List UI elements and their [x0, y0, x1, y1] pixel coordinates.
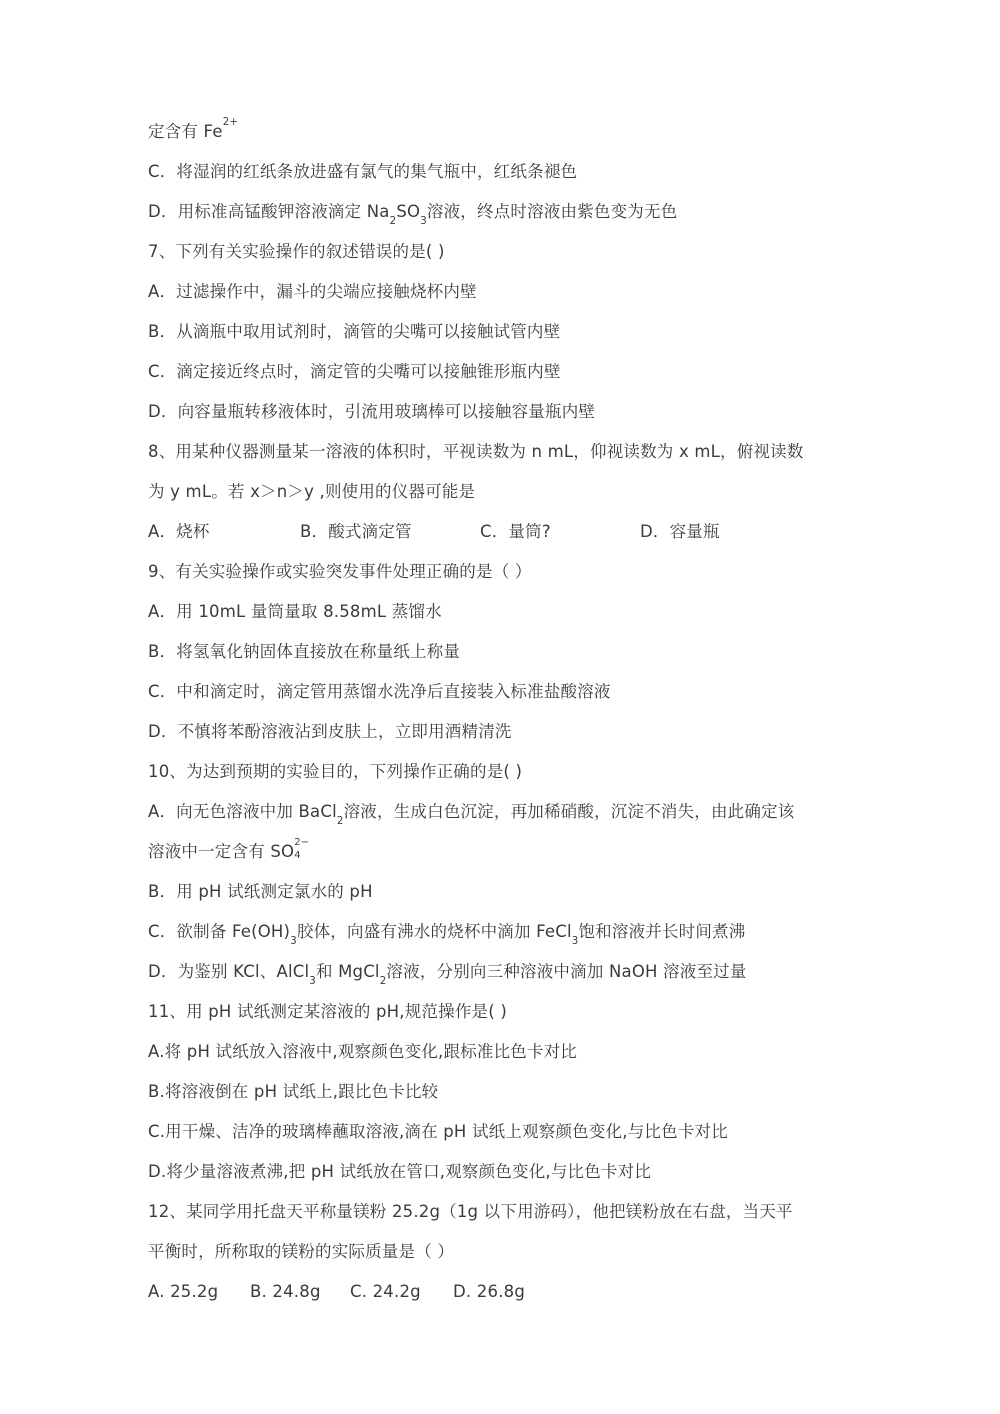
option-line: D.将少量溶液煮沸,把 pH 试纸放在管口,观察颜色变化,与比色卡对比 [148, 1162, 652, 1181]
option-line [148, 912, 862, 952]
option-line: B.将溶液倒在 pH 试纸上,跟比色卡比较 [148, 1082, 439, 1101]
option-inline-d: D. 26.8g [453, 1282, 526, 1301]
question-stem-8-cont: 为 y mL。若 x＞n＞y ,则使用的仪器可能是 [148, 482, 476, 501]
option-line: A.将 pH 试纸放入溶液中,观察颜色变化,跟标准比色卡对比 [148, 1042, 578, 1061]
option-text: D．用标准高锰酸钾溶液滴定 Na [148, 202, 390, 221]
option-line: B．用 pH 试纸测定氯水的 pH [148, 882, 373, 901]
option-inline-b: B. 24.8g [250, 1282, 321, 1301]
formula-subscript: 2 [379, 976, 387, 988]
option-line: A．过滤操作中，漏斗的尖端应接触烧杯内壁 [148, 282, 477, 301]
ion-count: 4 [294, 849, 301, 861]
option-inline-c: C. 24.2g [350, 1282, 421, 1301]
option-line: C.用干燥、洁净的玻璃棒蘸取溶液,滴在 pH 试纸上观察颜色变化,与比色卡对比 [148, 1122, 728, 1141]
option-inline-c: C．量筒? [480, 522, 551, 541]
document-body [148, 112, 862, 1312]
carryover-line [148, 112, 862, 152]
option-line: D．向容量瓶转移液体时，引流用玻璃棒可以接触容量瓶内壁 [148, 402, 596, 421]
inline-options-8 [148, 512, 862, 552]
option-text: 溶液，终点时溶液由紫色变为无色 [426, 202, 678, 221]
option-text: A．向无色溶液中加 BaCl [148, 802, 337, 821]
option-text: SO [396, 202, 421, 221]
option-text: D．为鉴别 KCl、AlCl [148, 962, 310, 981]
formula-subscript: 2 [336, 816, 344, 828]
option-text: 溶液，生成白色沉淀，再加稀硝酸，沉淀不消失，由此确定该 [343, 802, 795, 821]
question-stem-12: 12、某同学用托盘天平称量镁粉 25.2g（1g 以下用游码），他把镁粉放在右盘，当天平 [148, 1202, 793, 1221]
formula-subscript: 3 [290, 936, 297, 948]
formula-subscript: 3 [420, 216, 427, 228]
option-inline-a: A．烧杯 [148, 522, 210, 541]
option-text: 溶液中一定含有 SO [148, 842, 295, 861]
option-line: C．将湿润的红纸条放进盛有氯气的集气瓶中，红纸条褪色 [148, 162, 578, 181]
option-text: 饱和溶液并长时间煮沸 [578, 922, 746, 941]
carryover-superscript: 2+ [222, 117, 239, 129]
question-stem-8: 8、用某种仪器测量某一溶液的体积时，平视读数为 n mL，仰视读数为 x mL，俯视读数 [148, 442, 804, 461]
option-line: B．从滴瓶中取用试剂时，滴管的尖嘴可以接触试管内壁 [148, 322, 561, 341]
option-text: 溶液，分别向三种溶液中滴加 NaOH 溶液至过量 [386, 962, 747, 981]
option-line: A．用 10mL 量筒量取 8.58mL 蒸馏水 [148, 602, 442, 621]
question-stem-12-cont: 平衡时，所称取的镁粉的实际质量是（ ） [148, 1242, 455, 1261]
option-line [148, 952, 862, 992]
carryover-text: 定含有 Fe [148, 122, 223, 141]
option-line: B．将氢氧化钠固体直接放在称量纸上称量 [148, 642, 461, 661]
option-line: C．滴定接近终点时，滴定管的尖嘴可以接触锥形瓶内壁 [148, 362, 561, 381]
question-stem-9: 9、有关实验操作或实验突发事件处理正确的是（ ） [148, 562, 532, 581]
option-text: 胶体，向盛有沸水的烧杯中滴加 FeCl [296, 922, 572, 941]
sulfate-ion-charge [294, 836, 310, 861]
option-text: 和 MgCl [315, 962, 380, 981]
option-line-cont [148, 832, 862, 872]
option-inline-d: D．容量瓶 [640, 522, 720, 541]
option-line [148, 792, 862, 832]
option-inline-b: B．酸式滴定管 [300, 522, 412, 541]
ion-charge: 2− [294, 836, 310, 848]
question-stem-10: 10、为达到预期的实验目的，下列操作正确的是( ) [148, 762, 523, 781]
option-inline-a: A. 25.2g [148, 1282, 219, 1301]
formula-subscript: 3 [309, 976, 316, 988]
formula-subscript: 3 [571, 936, 579, 948]
option-text: C．欲制备 Fe(OH) [148, 922, 291, 941]
formula-subscript: 2 [389, 216, 397, 228]
option-line: C．中和滴定时，滴定管用蒸馏水洗净后直接装入标准盐酸溶液 [148, 682, 611, 701]
question-stem-11: 11、用 pH 试纸测定某溶液的 pH,规范操作是( ) [148, 1002, 507, 1021]
question-stem-7: 7、下列有关实验操作的叙述错误的是( ) [148, 242, 445, 261]
inline-options-12 [148, 1272, 862, 1312]
option-line [148, 192, 862, 232]
option-line: D．不慎将苯酚溶液沾到皮肤上，立即用酒精清洗 [148, 722, 512, 741]
